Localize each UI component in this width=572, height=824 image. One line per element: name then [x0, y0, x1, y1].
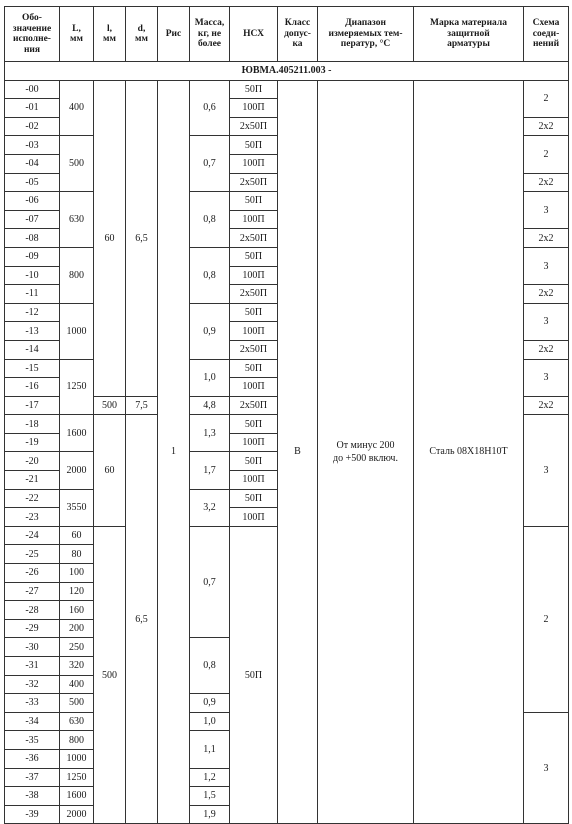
- header-nsh: НСХ: [230, 7, 278, 62]
- scheme-cell: 2х2: [524, 340, 569, 359]
- designation-cell: -06: [5, 192, 60, 211]
- designation-cell: -04: [5, 154, 60, 173]
- header-length-L: L, мм: [60, 7, 94, 62]
- header-length-l: l, мм: [94, 7, 126, 62]
- designation-cell: -22: [5, 489, 60, 508]
- scheme-cell: 3: [524, 359, 569, 396]
- designation-cell: -33: [5, 694, 60, 713]
- length-L-cell: 200: [60, 619, 94, 638]
- designation-cell: -07: [5, 210, 60, 229]
- nsh-cell: 50П: [230, 247, 278, 266]
- length-L-cell: 500: [60, 136, 94, 192]
- designation-cell: -05: [5, 173, 60, 192]
- length-L-cell: 500: [60, 694, 94, 713]
- length-L-cell: 60: [60, 526, 94, 545]
- diameter-cell: 6,5: [126, 415, 158, 824]
- length-L-cell: 2000: [60, 452, 94, 489]
- nsh-cell: 2х50П: [230, 173, 278, 192]
- designation-cell: -02: [5, 117, 60, 136]
- designation-cell: -14: [5, 340, 60, 359]
- figure-cell: 1: [158, 80, 190, 824]
- mass-cell: 0,9: [190, 303, 230, 359]
- nsh-cell: 50П: [230, 80, 278, 99]
- designation-cell: -15: [5, 359, 60, 378]
- designation-cell: -16: [5, 378, 60, 397]
- scheme-cell: 3: [524, 415, 569, 527]
- header-tolerance-class: Класс допус- ка: [278, 7, 318, 62]
- designation-cell: -19: [5, 433, 60, 452]
- diameter-cell: 7,5: [126, 396, 158, 415]
- scheme-cell: 2х2: [524, 117, 569, 136]
- nsh-cell: 100П: [230, 471, 278, 490]
- nsh-cell: 50П: [230, 136, 278, 155]
- mass-cell: 0,8: [190, 638, 230, 694]
- nsh-cell: 100П: [230, 210, 278, 229]
- mass-cell: 1,1: [190, 731, 230, 768]
- nsh-cell: 100П: [230, 378, 278, 397]
- designation-cell: -09: [5, 247, 60, 266]
- nsh-cell: 50П: [230, 359, 278, 378]
- nsh-cell: 100П: [230, 266, 278, 285]
- length-L-cell: 320: [60, 657, 94, 676]
- header-row: [5, 7, 569, 62]
- scheme-cell: 3: [524, 247, 569, 284]
- mass-cell: 1,0: [190, 712, 230, 731]
- nsh-cell: 50П: [230, 303, 278, 322]
- designation-cell: -38: [5, 787, 60, 806]
- scheme-cell: 2х2: [524, 396, 569, 415]
- header-mass: Масса, кг, не более: [190, 7, 230, 62]
- designation-cell: -20: [5, 452, 60, 471]
- mass-cell: 0,7: [190, 136, 230, 192]
- designation-cell: -23: [5, 508, 60, 527]
- length-L-cell: 1000: [60, 749, 94, 768]
- designation-cell: -26: [5, 564, 60, 583]
- designation-cell: -24: [5, 526, 60, 545]
- designation-cell: -10: [5, 266, 60, 285]
- nsh-cell: 50П: [230, 192, 278, 211]
- designation-cell: -03: [5, 136, 60, 155]
- length-L-cell: 1250: [60, 768, 94, 787]
- nsh-cell: 50П: [230, 489, 278, 508]
- nsh-cell: 100П: [230, 433, 278, 452]
- mass-cell: 0,9: [190, 694, 230, 713]
- nsh-cell: 50П: [230, 526, 278, 824]
- scheme-cell: 2х2: [524, 229, 569, 248]
- scheme-cell: 2х2: [524, 173, 569, 192]
- length-L-cell: 800: [60, 731, 94, 750]
- document-code-row: [5, 62, 569, 81]
- mass-cell: 1,2: [190, 768, 230, 787]
- designation-cell: -37: [5, 768, 60, 787]
- nsh-cell: 2х50П: [230, 396, 278, 415]
- designation-cell: -30: [5, 638, 60, 657]
- length-L-cell: 2000: [60, 805, 94, 824]
- mass-cell: 1,7: [190, 452, 230, 489]
- nsh-cell: 100П: [230, 99, 278, 118]
- mass-cell: 0,7: [190, 526, 230, 638]
- length-l-cell: 500: [94, 526, 126, 824]
- header-material: Марка материала защитной арматуры: [414, 7, 524, 62]
- scheme-cell: 2: [524, 136, 569, 173]
- mass-cell: 1,5: [190, 787, 230, 806]
- mass-cell: 3,2: [190, 489, 230, 526]
- designation-cell: -36: [5, 749, 60, 768]
- nsh-cell: 2х50П: [230, 229, 278, 248]
- scheme-cell: 3: [524, 712, 569, 824]
- designation-cell: -34: [5, 712, 60, 731]
- designation-cell: -25: [5, 545, 60, 564]
- designation-cell: -11: [5, 285, 60, 304]
- scheme-cell: 3: [524, 192, 569, 229]
- nsh-cell: 2х50П: [230, 340, 278, 359]
- length-l-cell: 60: [94, 80, 126, 396]
- designation-cell: -29: [5, 619, 60, 638]
- document-code: ЮВМА.405211.003 -: [5, 62, 569, 81]
- length-L-cell: 630: [60, 712, 94, 731]
- designation-cell: -17: [5, 396, 60, 415]
- diameter-cell: 6,5: [126, 80, 158, 396]
- length-L-cell: 1600: [60, 787, 94, 806]
- mass-cell: 1,3: [190, 415, 230, 452]
- mass-cell: 1,9: [190, 805, 230, 824]
- temperature-range-cell: От минус 200 до +500 включ.: [318, 80, 414, 824]
- designation-cell: -31: [5, 657, 60, 676]
- mass-cell: 0,8: [190, 247, 230, 303]
- length-l-cell: 500: [94, 396, 126, 415]
- length-L-cell: 1600: [60, 415, 94, 452]
- length-L-cell: 250: [60, 638, 94, 657]
- tolerance-class-cell: В: [278, 80, 318, 824]
- scheme-cell: 2: [524, 526, 569, 712]
- designation-cell: -39: [5, 805, 60, 824]
- table-row: [5, 80, 569, 99]
- scheme-cell: 2: [524, 80, 569, 117]
- header-diameter: d, мм: [126, 7, 158, 62]
- header-designation: Обо- значение исполне- ния: [5, 7, 60, 62]
- length-L-cell: 160: [60, 601, 94, 620]
- length-L-cell: 120: [60, 582, 94, 601]
- mass-cell: 0,8: [190, 192, 230, 248]
- designation-cell: -32: [5, 675, 60, 694]
- mass-cell: 1,0: [190, 359, 230, 396]
- designation-cell: -35: [5, 731, 60, 750]
- designation-cell: -13: [5, 322, 60, 341]
- specification-table: [4, 6, 569, 824]
- header-temperature-range: Диапазон измеряемых тем- ператур, °С: [318, 7, 414, 62]
- length-L-cell: 400: [60, 80, 94, 136]
- designation-cell: -28: [5, 601, 60, 620]
- header-connection-scheme: Схема соеди- нений: [524, 7, 569, 62]
- designation-cell: -12: [5, 303, 60, 322]
- designation-cell: -08: [5, 229, 60, 248]
- length-L-cell: 100: [60, 564, 94, 583]
- nsh-cell: 50П: [230, 415, 278, 434]
- mass-cell: 0,6: [190, 80, 230, 136]
- nsh-cell: 2х50П: [230, 117, 278, 136]
- designation-cell: -27: [5, 582, 60, 601]
- scheme-cell: 2х2: [524, 285, 569, 304]
- nsh-cell: 100П: [230, 154, 278, 173]
- nsh-cell: 50П: [230, 452, 278, 471]
- header-figure: Рис: [158, 7, 190, 62]
- length-L-cell: 3550: [60, 489, 94, 526]
- designation-cell: -21: [5, 471, 60, 490]
- length-l-cell: 60: [94, 415, 126, 527]
- nsh-cell: 100П: [230, 508, 278, 527]
- length-L-cell: 1250: [60, 359, 94, 415]
- nsh-cell: 2х50П: [230, 285, 278, 304]
- length-L-cell: 400: [60, 675, 94, 694]
- designation-cell: -18: [5, 415, 60, 434]
- designation-cell: -00: [5, 80, 60, 99]
- length-L-cell: 80: [60, 545, 94, 564]
- material-cell: Сталь 08Х18Н10Т: [414, 80, 524, 824]
- length-L-cell: 630: [60, 192, 94, 248]
- designation-cell: -01: [5, 99, 60, 118]
- nsh-cell: 100П: [230, 322, 278, 341]
- length-L-cell: 1000: [60, 303, 94, 359]
- mass-cell: 4,8: [190, 396, 230, 415]
- scheme-cell: 3: [524, 303, 569, 340]
- length-L-cell: 800: [60, 247, 94, 303]
